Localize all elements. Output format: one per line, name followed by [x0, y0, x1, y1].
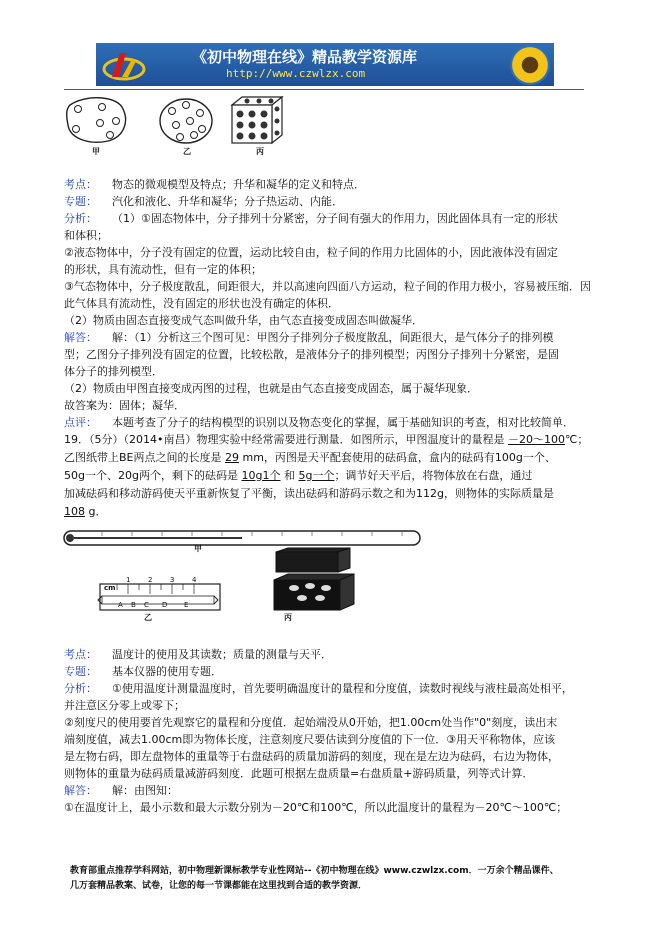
- measurement-tools-figure: [62, 524, 432, 628]
- s1-fenxi-line: ②液态物体中，分子没有固定的位置，运动比较自由，粒子间的作用力比固体的小，因此液体没有固定: [64, 246, 558, 259]
- s1-fenxi-row: [64, 211, 599, 226]
- tape-point: E: [184, 601, 189, 609]
- s1-fenxi-line: （1）①固态物体中，分子排列十分紧密，分子间有强大的作用力，因此固体具有一定的形状: [112, 212, 558, 225]
- s1-jieda-line: （2）物质由甲图直接变成丙图的过程，也就是由气态直接变成固态，属于凝华现象．: [64, 382, 478, 395]
- fig2-label-bing: 丙: [284, 613, 292, 622]
- q19-line-4: 加减砝码和移动游码使天平重新恢复了平衡，读出砝码和游码示数之和为112g，则物体的实际质量是: [64, 487, 554, 500]
- s1-fenxi-line: 和体积；: [64, 229, 108, 242]
- s1-jieda-line: 故答案为：固体；凝华．: [64, 399, 185, 412]
- s2-fenxi-line: 则物体的重量为砝码质量减游码刻度．此题可根据左盘质量=右盘质量+游码质量，列等式计算．: [64, 767, 534, 780]
- s1-kaodian: 物态的微观模型及特点；升华和凝华的定义和特点．: [112, 178, 365, 191]
- s1-zhuanti-key: 专题：: [64, 195, 97, 208]
- s2-fenxi-key: 分析：: [64, 682, 97, 695]
- s2-fenxi-line: 并注意区分零上或零下；: [64, 699, 185, 712]
- s1-jieda-key: 解答：: [64, 331, 97, 344]
- s2-kaodian-key: 考点：: [64, 648, 97, 661]
- sunflower-icon: [510, 45, 550, 85]
- s1-dianping: 本题考查了分子的结构模型的识别以及物态变化的掌握，属于基础知识的考查，相对比较简单．: [112, 416, 574, 429]
- fig2-label-yi: 乙: [144, 613, 152, 622]
- footer-line-1: 教育部重点推荐学科网站，初中物理新课标教学专业性网站--《初中物理在线》www.czwlzx.com．一万余个精品课件、: [70, 866, 559, 876]
- answer-blank-weight-1: 10g1个: [241, 469, 281, 482]
- s2-zhuanti-row: [64, 664, 599, 679]
- q19-text: 50g一个、20g两个，剩下的砝码是: [64, 469, 238, 482]
- q19-line-2: [64, 450, 599, 465]
- answer-blank-length: 29: [225, 451, 239, 464]
- s2-fenxi-line: ①使用温度计测量温度时，首先要明确温度计的量程和分度值，读数时视线与液柱最高处相平，: [112, 682, 573, 695]
- s2-fenxi-line: ②刻度尺的使用要首先观察它的量程和分度值．起始端没从0开始，把1.00cm处当作"0"刻度，读出末: [64, 716, 558, 729]
- s2-zhuanti: 基本仪器的使用专题．: [112, 665, 222, 678]
- s2-jieda-key: 解答：: [64, 784, 97, 797]
- tape-point: C: [144, 601, 149, 609]
- s2-jieda-row: [64, 783, 599, 798]
- s1-fenxi-line: 此气体具有流动性，没有固定的形状也没有确定的体积．: [64, 297, 339, 310]
- site-logo-icon: [102, 47, 146, 83]
- q19-line-1: [64, 432, 599, 447]
- s1-zhuanti: 汽化和液化、升华和凝华；分子热运动、内能．: [112, 195, 343, 208]
- q19-line-3: [64, 468, 599, 483]
- s2-kaodian-row: [64, 647, 599, 662]
- fig2-label-jia: 甲: [194, 544, 202, 553]
- tape-point: D: [162, 601, 168, 609]
- s1-jieda-line: 解：（1）分析这三个图可见：甲图分子排列分子极度散乱，间距很大，是气体分子的排列模: [112, 331, 554, 344]
- q19-text: mm，丙图是天平配套使用的砝码盒，盒内的砝码有100g一个、: [242, 451, 556, 464]
- s1-fenxi-line: ③气态物体中，分子极度散乱，间距很大，并以高速向四面八方运动，粒子间的作用力极小，容易被压缩．因: [64, 280, 591, 293]
- q19-line-5: [64, 504, 599, 519]
- s1-kaodian-key: 考点：: [64, 178, 97, 191]
- tape-point: B: [131, 601, 136, 609]
- s1-zhuanti-row: [64, 194, 599, 209]
- s1-fenxi-key: 分析：: [64, 212, 97, 225]
- answer-blank-range: －20～100: [507, 433, 565, 446]
- q19-text: 乙图纸带上BE两点之间的长度是: [64, 451, 222, 464]
- ruler-tick: 4: [192, 576, 197, 584]
- tape-point: A: [118, 601, 123, 609]
- ruler-unit: cm: [104, 584, 116, 592]
- q19-text: 19．（5分）（2014•南昌）物理实验中经常需要进行测量．如图所示，甲图温度计的量程是: [64, 433, 505, 446]
- q19-text: ℃；: [564, 433, 589, 446]
- s1-fenxi-line: （2）物质由固态直接变成气态叫做升华，由气态直接变成固态叫做凝华．: [64, 314, 423, 327]
- s1-jieda-row: [64, 330, 599, 345]
- ruler-tick: 3: [170, 576, 175, 584]
- banner-title: 《初中物理在线》精品教学资源库: [192, 48, 418, 66]
- s1-fenxi-line: 的形状，具有流动性，但有一定的体积；: [64, 263, 262, 276]
- ruler-tick: 2: [148, 576, 153, 584]
- answer-blank-weight-2: 5g一个: [298, 469, 335, 482]
- fig1-label-bing: 丙: [256, 147, 264, 156]
- s1-jieda-line: 体分子的排列模型．: [64, 365, 163, 378]
- footer-line-2: 几万套精品教案、试卷，让您的每一节课都能在这里找到合适的教学资源．: [70, 881, 368, 891]
- header-banner: [96, 43, 554, 86]
- s2-fenxi-line: 端刻度值，减去1.00cm即为物体长度，注意刻度尺要估读到分度值的下一位．③用天平称物体，应该: [64, 733, 556, 746]
- s2-zhuanti-key: 专题：: [64, 665, 97, 678]
- s1-dianping-key: 点评：: [64, 416, 97, 429]
- s1-jieda-line: 型；乙图分子排列没有固定的位置，比较松散，是液体分子的排列模型；丙图分子排列十分紧密，是固: [64, 348, 559, 361]
- s1-dianping-row: [64, 415, 599, 430]
- s2-fenxi-row: [64, 681, 599, 696]
- answer-blank-mass: 108: [64, 505, 85, 518]
- ruler-tick: 1: [126, 576, 131, 584]
- fig1-label-yi: 乙: [183, 147, 191, 156]
- q19-text: 和: [283, 469, 295, 482]
- fig1-label-jia: 甲: [92, 147, 100, 156]
- s2-fenxi-line: 是左物右码，即左盘物体的重量等于右盘砝码的质量加游码的刻度，现在是左边为砝码，右边为物体，: [64, 750, 559, 763]
- s2-jieda-line: 解：由图知：: [112, 784, 178, 797]
- header-divider: [64, 89, 584, 90]
- s2-jieda-line: ①在温度计上，最小示数和最大示数分别为－20℃和100℃，所以此温度计的量程为－20℃～100℃；: [64, 801, 568, 814]
- q19-text: g．: [88, 505, 107, 518]
- q19-text: ；调节好天平后，将物体放在右盘，通过: [334, 469, 533, 482]
- banner-url[interactable]: http://www.czwlzx.com: [226, 67, 366, 80]
- s1-kaodian-row: [64, 177, 599, 192]
- s2-kaodian: 温度计的使用及其读数；质量的测量与天平．: [112, 648, 332, 661]
